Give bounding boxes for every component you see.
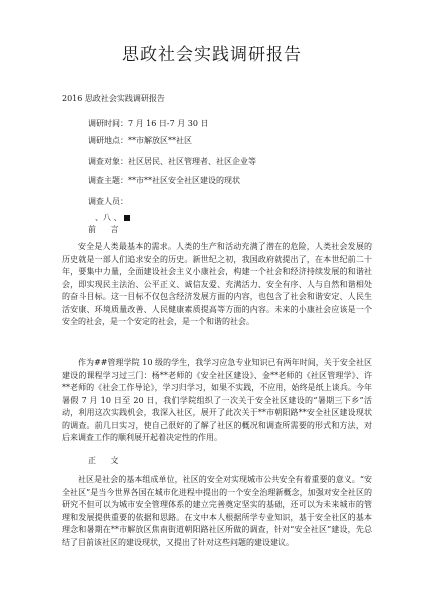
meta-location: 调研地点：**市解放区**社区 xyxy=(88,136,192,145)
paragraph-2: 作为##管理学院 10 级的学生，我学习应急专业知识已有两年时间，关于安全社区建设的课程学习过三门：杨**老师的《安全社区建设》、金**老师的《社区管理学》、许**老师的《社会工作导论》，学习归学习，如果不实践，不应用，始终是纸上谈兵。今年暑假 7 月 10 日至 20 日，我们学院组织了一次关于安全社区建设的“暑期三下乡”活动，利用这次实践机会，我深入社区，展开了此次关于**市朝阳路**安全社区建设现状的调查。前几日实习，使自己很好的了解了社区的概况和调查所需要的形式和方法，对后来调查工作的顺利展开起着决定性的作用。 xyxy=(62,358,372,442)
outline-mark xyxy=(95,212,130,223)
paragraph-3: 社区是社会的基本组成单位，社区的安全对实现城市公共安全有着重要的意义。“安全社区”是当今世界各国在城市化进程中提出的一个安全治理新概念，加强对安全社区的研究不但可以为城市安全管理体系的建立完善奠定坚实的基础，还可以为未来城市的管理和发展提供重要的依据和思路。在文中本人根据所学专业知识，基于安全社区的基本理念和暑期在**市解放区焦南街道朝阳路社区所做的调查，针对“安全社区”建设，先总结了目前该社区的建设现状，又提出了针对这些问题的建设建议。 xyxy=(62,475,372,547)
outline-mark-text: 、八 、 xyxy=(95,213,122,222)
body-heading: 正 文 xyxy=(88,456,125,465)
meta-subjects: 调查对象：社区居民、社区管理者、社区企业等 xyxy=(88,157,256,166)
preface-heading: 前 言 xyxy=(88,225,125,234)
meta-members: 调查人员： xyxy=(88,197,128,206)
document-title: 思政社会实践调研报告 xyxy=(122,45,302,65)
meta-time: 调研时间：7 月 16 日-7 月 30 日 xyxy=(88,119,209,128)
meta-topic: 调查主题：**市**社区安全社区建设的现状 xyxy=(88,176,240,185)
paragraph-1: 安全是人类最基本的需求。人类的生产和活动充满了潜在的危险，人类社会发展的历史就是一部人们追求安全的历史。新世纪之初，我国政府就提出了，在本世纪前二十年，要集中力量，全面建设社会主义小康社会，构建一个社会和经济持续发展的和谐社会，即实现民主法治、公平正义、诚信友爱、充满活力、安全有序、人与自然和谐相处的奋斗目标。这一目标不仅包含经济发展方面的内容，也包含了社会和谐安定、人民生活安康、环境质量改善、人民健康素质提高等方面的内容。未来的小康社会应该是一个安全的社会，是一个安定的社会，是一个和谐的社会。 xyxy=(62,242,372,326)
document-subtitle: 2016 思政社会实践调研报告 xyxy=(62,94,165,103)
black-square-icon xyxy=(124,215,130,221)
